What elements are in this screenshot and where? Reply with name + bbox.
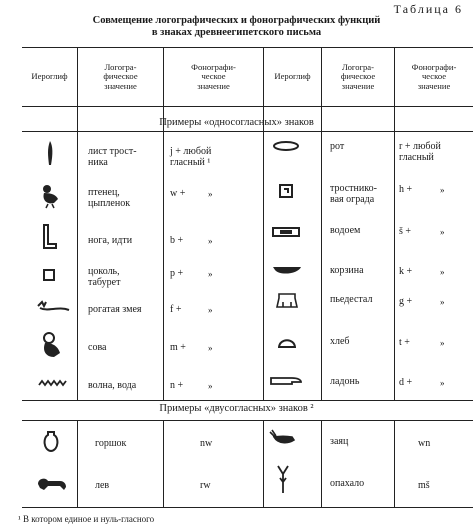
col-divider-3c [263, 421, 264, 507]
phon-bread: t + [399, 337, 410, 348]
reed-leaf-icon [44, 140, 56, 166]
header-phonographic-left: Фонографи- ческое значение [191, 61, 236, 91]
meaning-owl: сова [88, 342, 107, 353]
section2-top-rule [22, 400, 473, 401]
ditto-hand: » [440, 378, 445, 388]
col-divider-5b [394, 132, 395, 400]
ditto-reed-fence: » [440, 185, 445, 195]
header-bottom-rule [22, 106, 473, 107]
header-phonographic-right: Фонографи- ческое значение [411, 61, 457, 91]
meaning-hare: заяц [330, 436, 349, 447]
col-divider-4b [321, 132, 322, 400]
phon-hand: d + [399, 377, 413, 388]
section-biliteral: Примеры «двусогласных» знаков ² [159, 403, 314, 414]
phon-pool: š + [399, 226, 412, 237]
water-icon [38, 378, 68, 388]
phon-hare: wn [418, 438, 431, 449]
meaning-leg: нога, идти [88, 235, 133, 246]
title-line-2: в знаках древнеегипетского письма [151, 27, 322, 38]
leg-icon [40, 224, 58, 250]
phon-reed-leaf: j + любой гласный ¹ [170, 146, 212, 168]
reed-fence-icon [278, 183, 294, 199]
section1-rule [22, 131, 473, 132]
phon-pot: nw [200, 438, 213, 449]
ditto-horned-viper: » [208, 305, 213, 315]
fan-icon [276, 464, 290, 494]
phon-fan: mš [418, 480, 430, 491]
ditto-water: » [208, 381, 213, 391]
pot-icon [42, 430, 60, 452]
phon-horned-viper: f + [170, 304, 182, 315]
meaning-fan: опахало [330, 478, 365, 489]
table-caption: Таблица 6 [393, 2, 463, 16]
phon-basket: k + [399, 266, 413, 277]
col-divider-3b [263, 132, 264, 400]
pedestal-icon [276, 292, 298, 308]
phon-mouth: r + любой гласный [399, 141, 441, 163]
phon-pedestal: g + [399, 296, 413, 307]
table-bottom-rule [22, 507, 473, 508]
phon-water: n + [170, 380, 184, 391]
pool-icon [272, 226, 300, 238]
header-hieroglyph-left: Иероглиф [31, 71, 68, 82]
stool-icon [42, 268, 56, 282]
header-hieroglyph-right: Иероглиф [274, 71, 311, 82]
horned-viper-icon [36, 300, 70, 314]
ditto-owl: » [208, 343, 213, 353]
meaning-horned-viper: рогатая змея [88, 304, 142, 315]
meaning-lion: лев [95, 480, 110, 491]
ditto-chick: » [208, 189, 213, 199]
owl-icon [40, 331, 62, 359]
table-title [0, 15, 473, 39]
header-logographic-right: Логогра- фическое значение [340, 61, 376, 91]
ditto-stool: » [208, 269, 213, 279]
meaning-reed-leaf: лист трост- ника [88, 146, 137, 168]
col-divider-1b [77, 132, 78, 400]
phon-chick: w + [170, 188, 186, 199]
meaning-pool: водоем [330, 225, 361, 236]
phon-reed-fence: h + [399, 184, 413, 195]
section-uniliteral: Примеры «односогласных» знаков [159, 117, 314, 128]
ditto-pedestal: » [440, 297, 445, 307]
chick-icon [38, 183, 62, 209]
title-line-1: Совмещение логографических и фонографических функций [92, 15, 381, 26]
footnote: ¹ В котором единое и нуль-гласного [18, 514, 155, 524]
phon-owl: m + [170, 342, 186, 353]
section2-bottom-rule [22, 420, 473, 421]
meaning-chick: птенец, цыпленок [88, 187, 131, 209]
ditto-bread: » [440, 338, 445, 348]
ditto-basket: » [440, 267, 445, 277]
col-divider-2b [163, 132, 164, 400]
basket-icon [272, 264, 302, 276]
ditto-leg: » [208, 236, 213, 246]
meaning-hand: ладонь [330, 376, 360, 387]
meaning-bread: хлеб [330, 336, 350, 347]
hand-icon [270, 374, 302, 386]
col-divider-1c [77, 421, 78, 507]
header-logographic-left: Логогра- фическое значение [103, 61, 138, 91]
phon-lion: rw [200, 480, 211, 491]
meaning-mouth: рот [330, 141, 345, 152]
hare-icon [268, 428, 296, 446]
lion-icon [36, 474, 68, 492]
mouth-icon [272, 140, 300, 152]
col-divider-2c [163, 421, 164, 507]
meaning-basket: корзина [330, 265, 364, 276]
col-divider-5c [394, 421, 395, 507]
col-divider-4c [321, 421, 322, 507]
meaning-reed-fence: тростнико- вая ограда [330, 183, 377, 205]
phon-stool: p + [170, 268, 184, 279]
phon-leg: b + [170, 235, 184, 246]
meaning-water: волна, вода [88, 380, 137, 391]
ditto-pool: » [440, 227, 445, 237]
meaning-pedestal: пьедестал [330, 294, 373, 305]
meaning-stool: цоколь, табурет [88, 266, 121, 288]
bread-icon [278, 336, 296, 348]
meaning-pot: горшок [95, 438, 127, 449]
